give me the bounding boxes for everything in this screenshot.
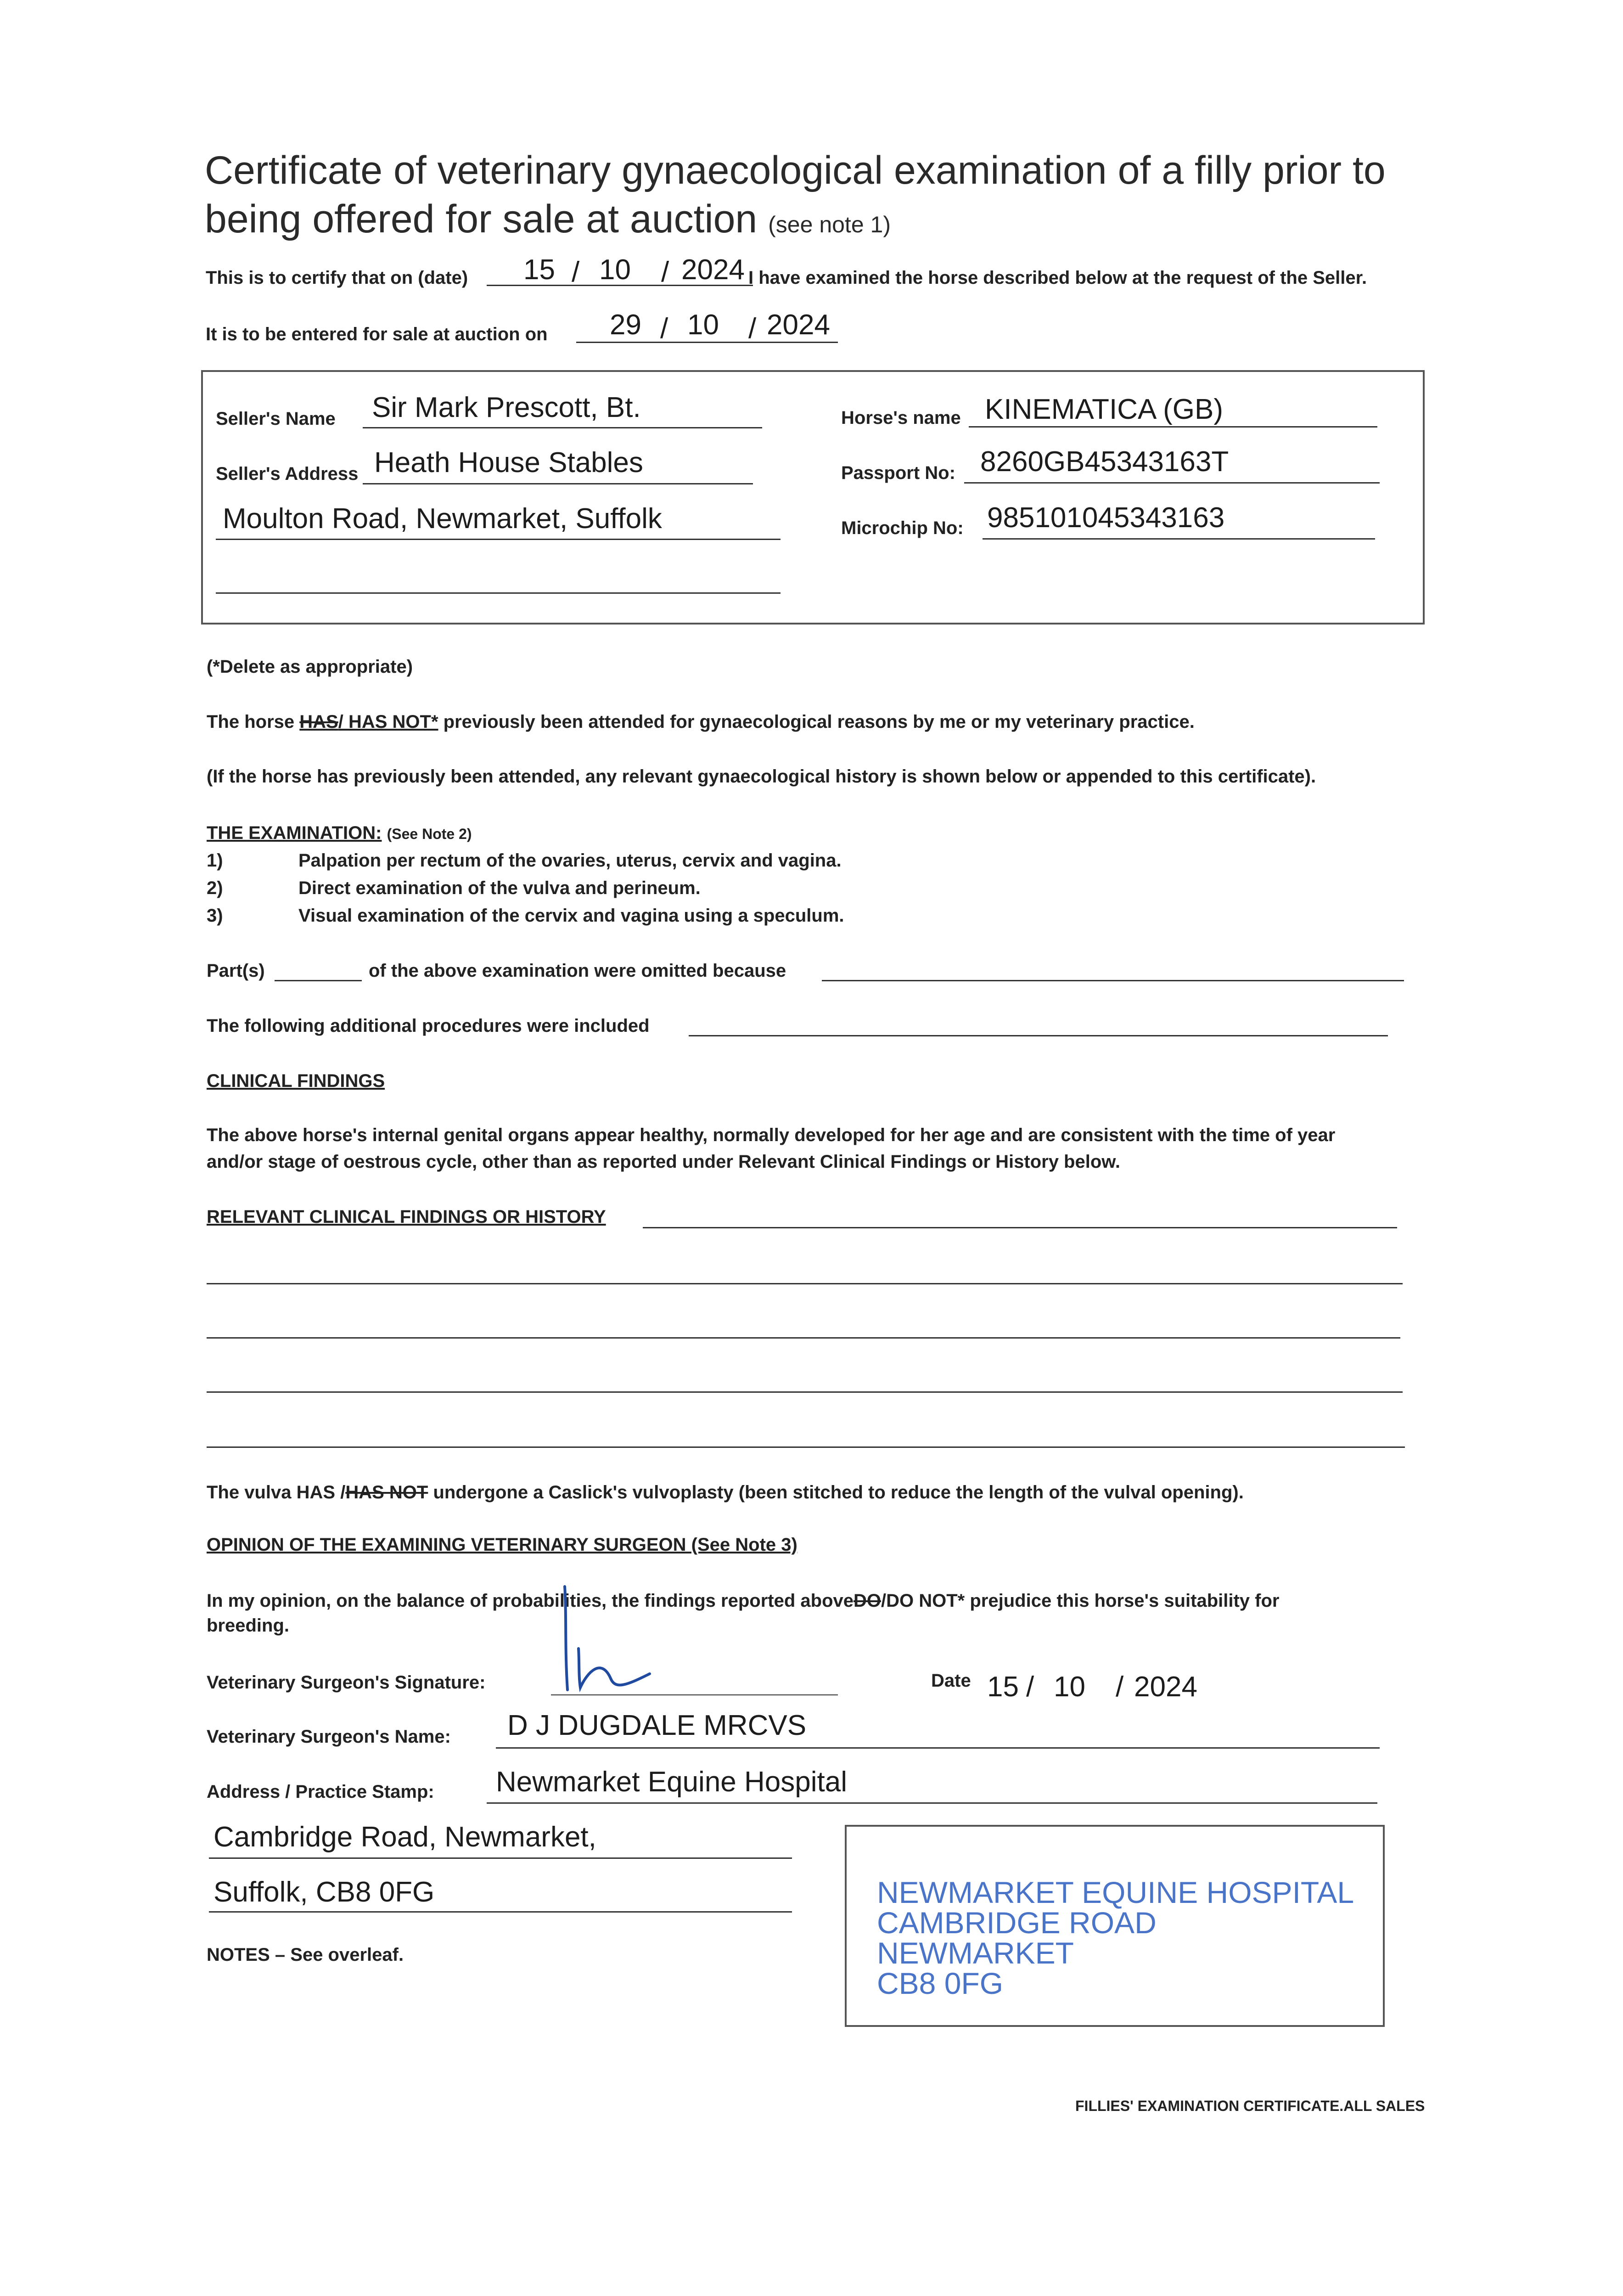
vet-signature <box>546 1580 657 1699</box>
exam-item-2-num: 2) <box>207 878 223 898</box>
relevant-line-1 <box>643 1227 1397 1228</box>
exam-date-sep-1: / <box>572 256 580 288</box>
practice-line-1: Newmarket Equine Hospital <box>496 1766 848 1798</box>
opinion-line-1 <box>207 1591 1279 1611</box>
relevant-line-3 <box>207 1337 1400 1339</box>
attended-struck: HAS <box>299 712 338 732</box>
auction-date-month: 10 <box>687 309 719 341</box>
sign-date-day: 15 <box>987 1671 1019 1703</box>
examination-heading-note: (See Note 2) <box>387 826 472 842</box>
relevant-line-5 <box>207 1446 1405 1448</box>
practice-line-2-rule <box>209 1857 792 1859</box>
examination-heading <box>207 823 472 844</box>
seller-address-line-2-rule <box>216 539 781 540</box>
practice-line-1-rule <box>487 1802 1377 1804</box>
additional-label: The following additional procedures were included <box>207 1016 650 1036</box>
practice-label: Address / Practice Stamp: <box>207 1782 434 1802</box>
horse-name-label: Horse's name <box>841 408 961 428</box>
vet-name-line <box>496 1747 1380 1749</box>
delete-note: (*Delete as appropriate) <box>207 657 413 677</box>
exam-item-1-text: Palpation per rectum of the ovaries, uterus, cervix and vagina. <box>298 850 842 871</box>
seller-address-line-1-rule <box>363 483 753 484</box>
sign-date-sep-1: / <box>1026 1671 1034 1703</box>
clinical-text-2: and/or stage of oestrous cycle, other than as reported under Relevant Clinical Findings or History below. <box>207 1152 1121 1172</box>
parts-line <box>275 980 362 981</box>
title-note: (see note 1) <box>768 212 891 237</box>
exam-date-year: 2024 <box>681 254 745 286</box>
date-label: Date <box>931 1671 971 1691</box>
auction-date-sep-2: / <box>748 313 757 344</box>
certificate-title <box>205 146 1386 249</box>
title-line-1: Certificate of veterinary gynaecological examination of a filly prior to <box>205 148 1386 192</box>
auction-prefix: It is to be entered for sale at auction on <box>206 324 548 344</box>
seller-address-label: Seller's Address <box>216 464 359 484</box>
seller-name-label: Seller's Name <box>216 409 336 429</box>
vet-name-value: D J DUGDALE MRCVS <box>507 1710 807 1741</box>
notes-label: NOTES – See overleaf. <box>207 1945 404 1965</box>
sign-date-year: 2024 <box>1134 1671 1197 1703</box>
exam-item-1-num: 1) <box>207 850 223 871</box>
practice-line-3-rule <box>209 1911 792 1913</box>
attended-sentence <box>207 712 1195 732</box>
stamp-line-1: NEWMARKET EQUINE HOSPITAL <box>877 1875 1354 1909</box>
microchip-label: Microchip No: <box>841 518 964 538</box>
vulva-prefix: The vulva HAS / <box>207 1482 346 1503</box>
seller-address-line-3-rule <box>216 592 781 594</box>
attended-suffix: previously been attended for gynaecological reasons by me or my veterinary practice. <box>443 712 1195 732</box>
auction-date-line <box>576 342 838 343</box>
title-line-2 <box>205 195 1386 249</box>
exam-date-sep-2: / <box>661 256 669 288</box>
exam-date-month: 10 <box>599 254 631 286</box>
relevant-line-2 <box>207 1283 1403 1284</box>
exam-item-3-text: Visual examination of the cervix and vagina using a speculum. <box>298 906 844 926</box>
passport-value: 8260GB45343163T <box>980 446 1229 478</box>
footer-label: FILLIES' EXAMINATION CERTIFICATE.ALL SALES <box>1075 2098 1425 2114</box>
stamp-line-2: CAMBRIDGE ROAD <box>877 1906 1157 1940</box>
exam-date-day: 15 <box>523 254 555 286</box>
exam-item-3-num: 3) <box>207 906 223 926</box>
seller-name-value: Sir Mark Prescott, Bt. <box>372 392 641 423</box>
vulva-struck: HAS NOT <box>345 1482 428 1503</box>
microchip-value: 985101045343163 <box>987 502 1225 534</box>
seller-address-line-1: Heath House Stables <box>374 447 643 478</box>
stamp-line-3: NEWMARKET <box>877 1936 1074 1970</box>
vulva-suffix: undergone a Caslick's vulvoplasty (been stitched to reduce the length of the vulval opening). <box>433 1482 1244 1503</box>
opinion-struck: DO <box>854 1591 882 1611</box>
seller-address-line-2: Moulton Road, Newmarket, Suffolk <box>223 503 662 535</box>
exam-item-2-text: Direct examination of the vulva and perineum. <box>298 878 701 898</box>
opinion-line-2: breeding. <box>207 1615 290 1636</box>
relevant-line-4 <box>207 1391 1403 1393</box>
sign-date-sep-2: / <box>1116 1671 1124 1703</box>
horse-name-value: KINEMATICA (GB) <box>985 394 1224 425</box>
vulva-sentence <box>207 1482 1244 1503</box>
examination-heading-text: THE EXAMINATION: <box>207 823 382 843</box>
auction-date-day: 29 <box>610 309 641 341</box>
parts-label: Part(s) <box>207 961 265 981</box>
horse-name-line <box>969 426 1377 428</box>
stamp-line-4: CB8 0FG <box>877 1966 1004 2000</box>
certify-prefix: This is to certify that on (date) <box>206 268 468 288</box>
history-note: (If the horse has previously been attended, any relevant gynaecological history is shown below or appended to this certificate). <box>207 766 1316 787</box>
certify-suffix: I have examined the horse described below at the request of the Seller. <box>748 268 1367 288</box>
vet-name-label: Veterinary Surgeon's Name: <box>207 1727 451 1747</box>
opinion-heading: OPINION OF THE EXAMINING VETERINARY SURGEON (See Note 3) <box>207 1535 797 1555</box>
practice-stamp <box>877 1877 1354 1998</box>
additional-line <box>689 1035 1388 1036</box>
title-line-2-text: being offered for sale at auction <box>205 197 758 241</box>
parts-mid: of the above examination were omitted because <box>369 961 786 981</box>
practice-line-2: Cambridge Road, Newmarket, <box>213 1821 596 1853</box>
clinical-heading: CLINICAL FINDINGS <box>207 1071 385 1091</box>
passport-label: Passport No: <box>841 463 955 483</box>
signature-label: Veterinary Surgeon's Signature: <box>207 1672 486 1693</box>
sign-date-month: 10 <box>1054 1671 1085 1703</box>
clinical-text-1: The above horse's internal genital organs appear healthy, normally developed for her age and are consistent with the time of year <box>207 1125 1336 1145</box>
attended-choice: / HAS NOT* <box>338 712 438 732</box>
seller-name-line <box>363 427 762 428</box>
opinion-suffix: prejudice this horse's suitability for <box>970 1591 1280 1611</box>
passport-line <box>964 482 1380 484</box>
auction-date-sep-1: / <box>660 313 668 344</box>
practice-line-3: Suffolk, CB8 0FG <box>213 1876 435 1908</box>
opinion-prefix: In my opinion, on the balance of probabilities, the findings reported above <box>207 1591 854 1611</box>
microchip-line <box>983 538 1375 540</box>
attended-prefix: The horse <box>207 712 295 732</box>
auction-date-year: 2024 <box>767 309 830 341</box>
relevant-heading: RELEVANT CLINICAL FINDINGS OR HISTORY <box>207 1207 606 1227</box>
opinion-choice: /DO NOT* <box>881 1591 965 1611</box>
omitted-reason-line <box>822 980 1404 981</box>
